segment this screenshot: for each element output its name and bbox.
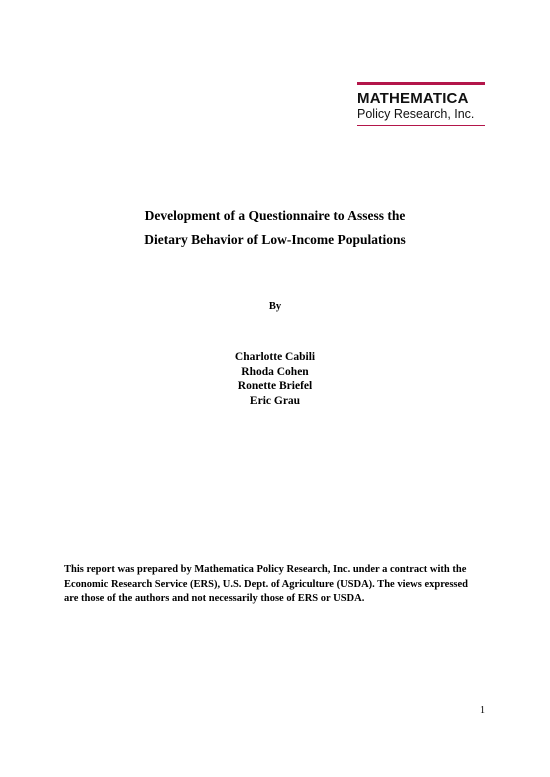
logo-bottom-rule [357,125,485,126]
report-title [0,204,550,252]
author-name: Ronette Briefel [237,380,313,392]
disclaimer-notice [64,563,494,607]
by-label: By [268,301,282,312]
disclaimer-line-1: This report was prepared by Mathematica Policy Research, Inc. under a contract with the [64,564,467,575]
logo-name: MATHEMATICA [357,90,469,107]
report-title-line-2: Dietary Behavior of Low-Income Populations [144,232,406,247]
author-name: Charlotte Cabili [234,351,316,363]
disclaimer-line-2: Economic Research Service (ERS), U.S. Dept. of Agriculture (USDA). The views expressed [64,578,469,590]
author-list [0,350,550,408]
disclaimer-line-3: are those of the authors and not necessarily those of ERS or USDA. [64,593,365,604]
author-name: Rhoda Cohen [241,365,309,378]
page-number: 1 [480,705,485,716]
logo-subtitle: Policy Research, Inc. [357,107,475,121]
author-name: Eric Grau [249,394,301,407]
logo-top-rule [357,82,485,85]
report-title-line-1: Development of a Questionnaire to Assess the [144,208,406,223]
mathematica-logo [357,82,485,126]
